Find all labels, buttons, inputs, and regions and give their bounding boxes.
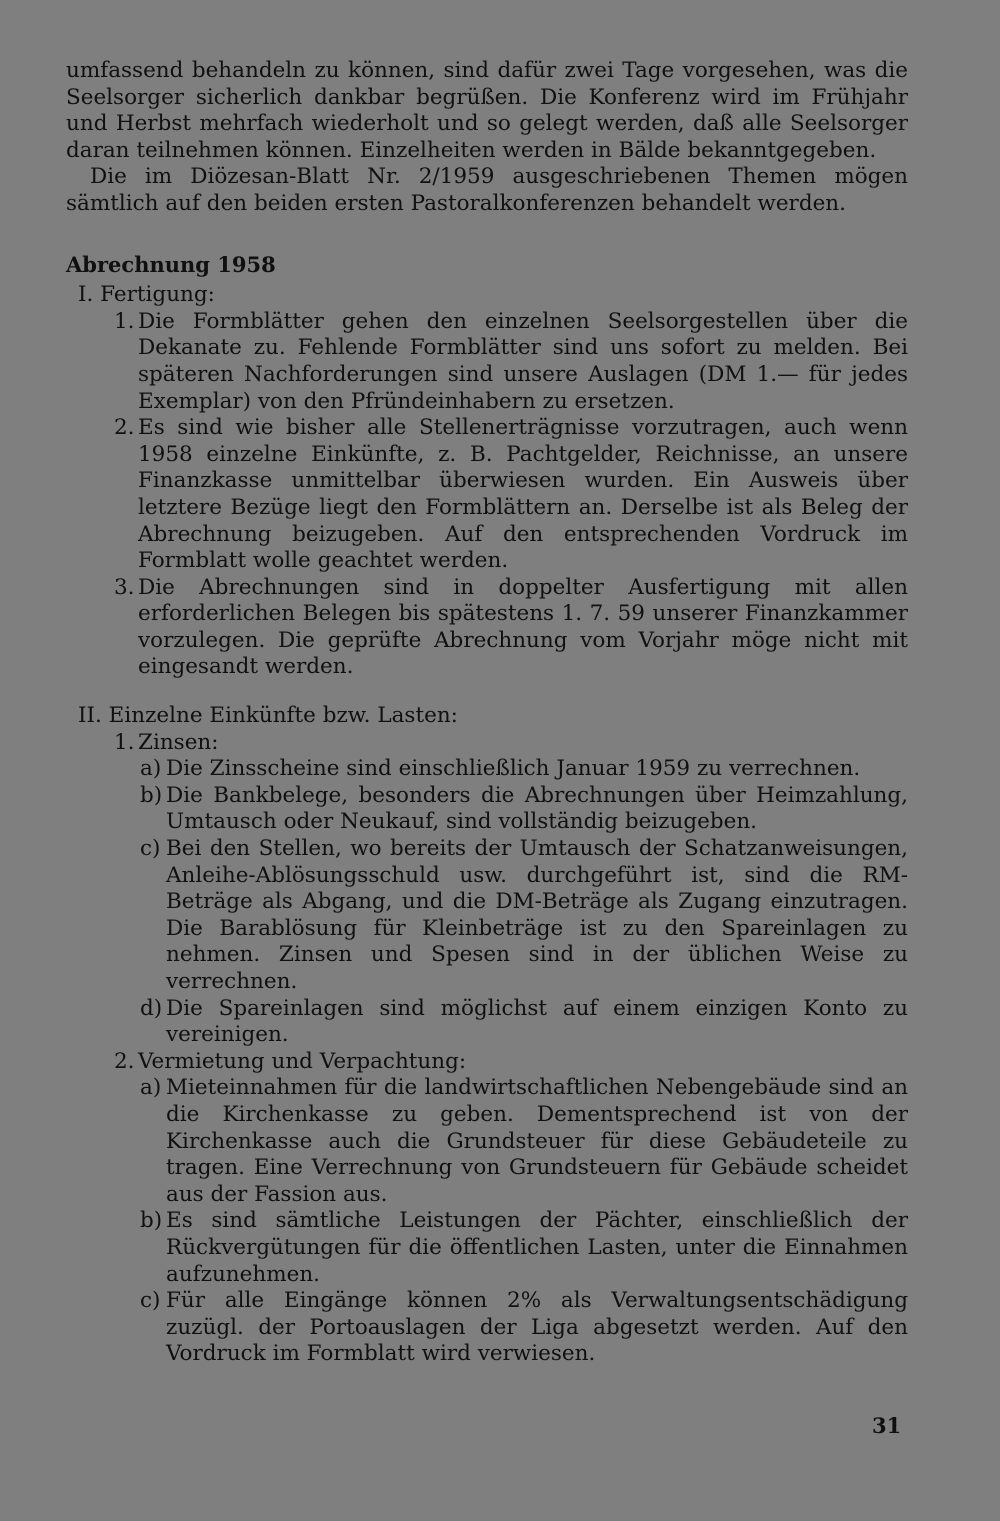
section-1-title	[66, 282, 908, 309]
sub-item-letter: c)	[140, 1288, 161, 1314]
page-text	[66, 58, 908, 1368]
list-item	[114, 415, 908, 575]
sub-item-letter: b)	[140, 782, 163, 808]
sub-item-letter: c)	[140, 836, 161, 862]
item-text: Die Formblätter gehen den einzelnen Seelsorgestellen über die Dekanate zu. Fehlende Formblätter sind uns sofort zu melden. Bei späteren Nachforderungen sind unsere Auslagen (DM 1.— für jedes Exemplar) von den Pfründeinhabern zu ersetzen.	[138, 308, 908, 414]
sub-item-letter: a)	[140, 756, 162, 782]
list-item	[114, 309, 908, 415]
intro-paragraph-1: umfassend behandeln zu können, sind dafür zwei Tage vorgesehen, was die Seelsorger sicherlich dankbar begrüßen. Die Konferenz wird im Frühjahr und Herbst mehrfach wiederholt und so gelegt werden, daß alle Seelsorger daran teilnehmen können. Einzelheiten werden in Bälde bekanntgegeben.	[66, 58, 908, 163]
item-number: 1.	[114, 308, 135, 334]
sub-item-text: Die Zinsscheine sind einschließlich Januar 1959 zu verrechnen.	[166, 756, 861, 782]
section-2-label: II.	[78, 703, 102, 729]
sub-item-text: Die Bankbelege, besonders die Abrechnungen über Heimzahlung, Umtausch oder Neukauf, sind vollständig beizugeben.	[166, 782, 908, 835]
sub-item-text: Die Spareinlagen sind möglichst auf einem einzigen Konto zu vereinigen.	[166, 995, 908, 1048]
sub-item-letter: b)	[140, 1208, 163, 1234]
item-number: 2.	[114, 415, 135, 441]
section-1-name: Fertigung:	[100, 282, 215, 308]
item-text: Die Abrechnungen sind in doppelter Ausfertigung mit allen erforderlichen Belegen bis spätestens 1. 7. 59 unserer Finanzkammer vorzulegen. Die geprüfte Abrechnung vom Vorjahr möge nicht mit eingesandt werden.	[138, 574, 908, 680]
sub-item-letter: d)	[140, 995, 163, 1021]
section-1-label: I.	[78, 282, 94, 308]
intro-paragraph-2: Die im Diözesan-Blatt Nr. 2/1959 ausgeschriebenen Themen mögen sämtlich auf den beiden ersten Pastoralkonferenzen behandelt werden.	[66, 164, 908, 216]
list-item-vermietung	[114, 1049, 908, 1076]
list-item	[114, 575, 908, 681]
section-2-title	[66, 703, 908, 730]
sub-item-text: Es sind sämtliche Leistungen der Pächter, einschließlich der Rückvergütungen für die öffentlichen Lasten, unter die Einnahmen aufzunehmen.	[166, 1208, 908, 1287]
section-2-name: Einzelne Einkünfte bzw. Lasten:	[108, 703, 458, 729]
list-item-zinsen	[114, 730, 908, 757]
sub-item	[140, 1208, 908, 1288]
item-title: Zinsen:	[138, 729, 219, 755]
sub-item	[140, 756, 908, 783]
section-heading: Abrechnung 1958	[66, 251, 276, 277]
sub-item-letter: a)	[140, 1075, 162, 1101]
item-number: 2.	[114, 1048, 135, 1074]
sub-item	[140, 1288, 908, 1368]
sub-item-text: Mieteinnahmen für die landwirtschaftlichen Nebengebäude sind an die Kirchenkasse zu geben. Dementsprechend ist von der Kirchenkasse auch die Grundsteuer für diese Gebäudeteile zu tragen. Eine Verrechnung von Grundsteuern für Gebäude scheidet aus der Fassion aus.	[166, 1075, 908, 1207]
sub-item	[140, 783, 908, 836]
item-text: Es sind wie bisher alle Stellenerträgnisse vorzutragen, auch wenn 1958 einzelne Einkünfte, z. B. Pachtgelder, Reichnisse, an unsere Finanzkasse unmittelbar überwiesen wurden. Ein Ausweis über letztere Bezüge liegt den Formblättern an. Derselbe ist als Beleg der Abrechnung beizugeben. Auf den entsprechenden Vordruck im Formblatt wolle geachtet werden.	[138, 415, 908, 574]
sub-item-text: Für alle Eingänge können 2% als Verwaltungsentschädigung zuzügl. der Portoauslagen der Liga abgesetzt werden. Auf den Vordruck im Formblatt wird verwiesen.	[166, 1288, 908, 1367]
item-number: 1.	[114, 729, 135, 755]
sub-item-text: Bei den Stellen, wo bereits der Umtausch der Schatzanweisungen, Anleihe-Ablösungsschuld usw. durchgeführt ist, sind die RM-Beträge als Abgang, und die DM-Beträge als Zugang einzutragen. Die Barablösung für Kleinbeträge ist zu den Spareinlagen zu nehmen. Zinsen und Spesen sind in der üblichen Weise zu verrechnen.	[166, 836, 908, 994]
item-title: Vermietung und Verpachtung:	[138, 1048, 467, 1074]
sub-item	[140, 1075, 908, 1208]
item-number: 3.	[114, 574, 135, 600]
page-number: 31	[872, 1413, 902, 1438]
sub-item	[140, 836, 908, 996]
sub-item	[140, 996, 908, 1049]
